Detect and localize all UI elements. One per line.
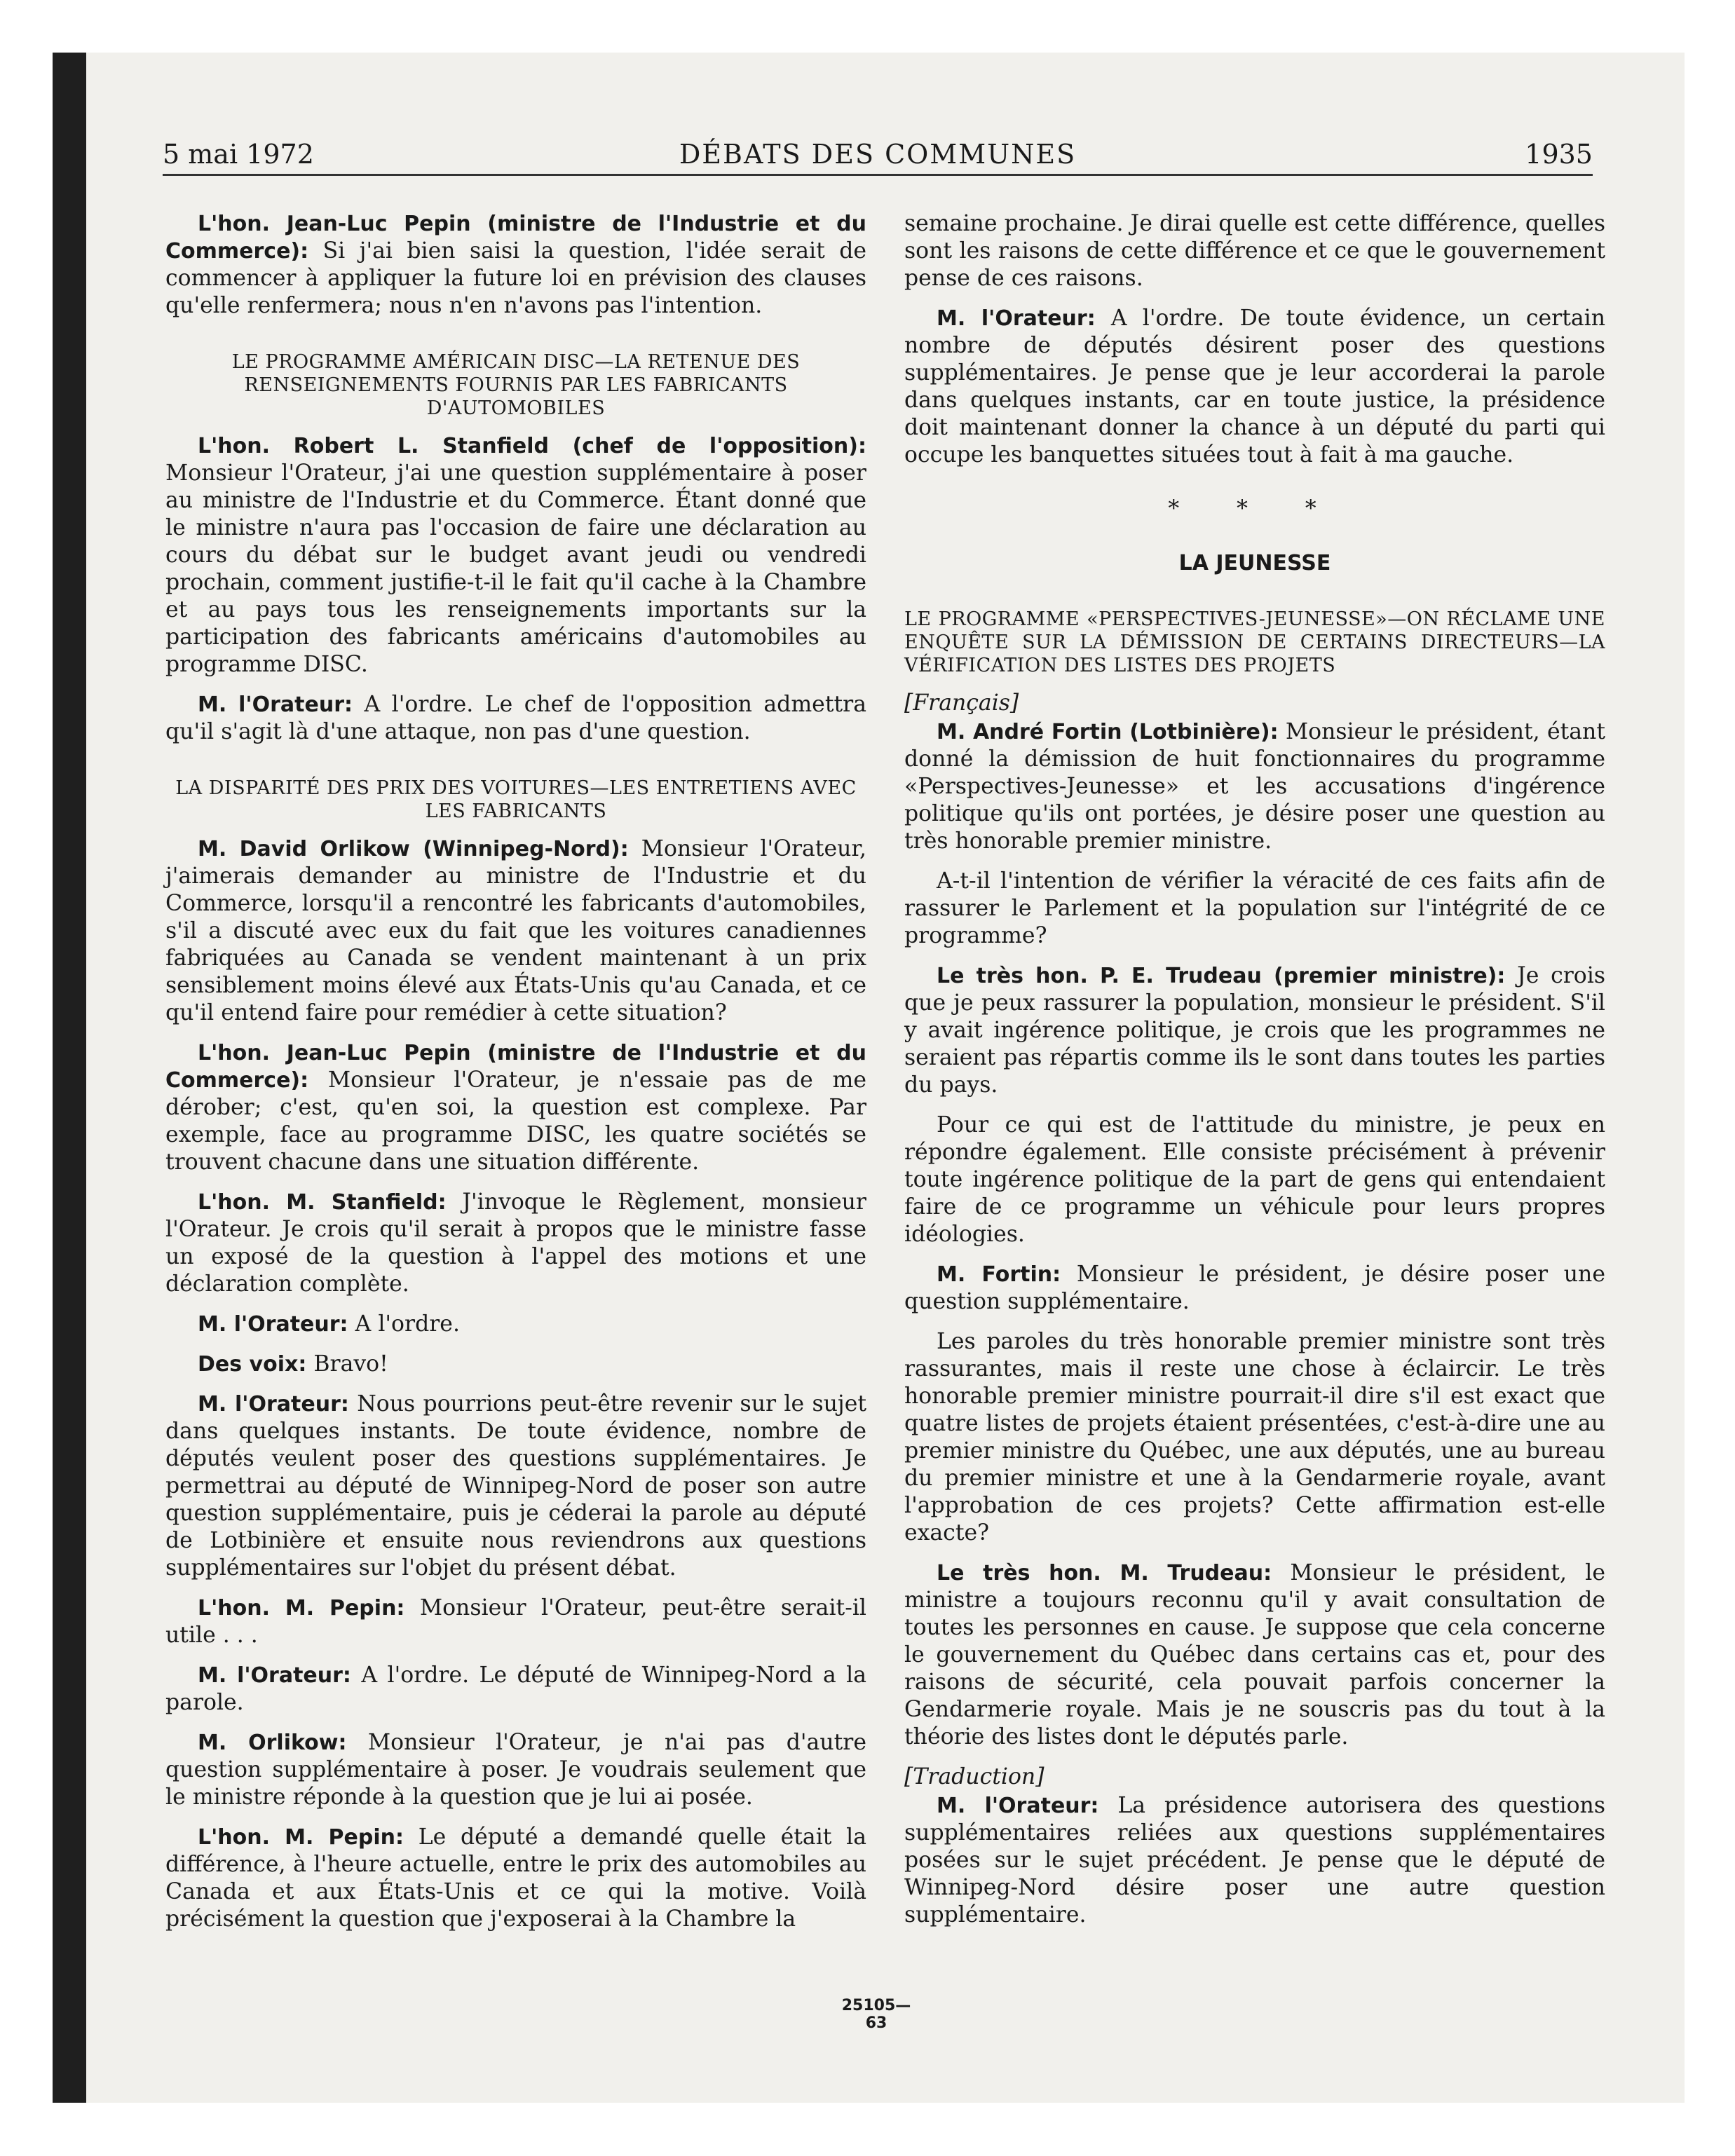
paragraph [904,962,1605,1099]
speech-text: J'invoque le Règlement, monsieur l'Orateur. Je crois qu'il serait à propos que le ministre fasse un exposé de la question à l'appel des motions et une déclaration complète. [165,1189,866,1297]
speaker-name: L'hon. Jean-Luc Pepin (ministre de l'Industrie et du Commerce): [165,1041,866,1093]
speaker-name: M. David Orlikow (Winnipeg-Nord): [198,837,629,861]
paragraph [165,691,866,746]
paragraph [165,1824,866,1933]
speech-text: Pour ce qui est de l'attitude du ministre, je peux en répondre également. Elle consiste précisément à prévenir toute ingérence politique de la part de gens qui entendaient faire de ce programme un véhicule pour leurs propres idéologies. [904,1112,1605,1247]
section-title: LA JEUNESSE [1178,551,1331,575]
speech-text: Le député a demandé quelle était la différence, à l'heure actuelle, entre le prix des automobiles au Canada et aux États-Unis et ce qui la motive. Voilà précisément la question que j'exposerai à la Chambre la [165,1824,867,1932]
paragraph [165,1189,866,1298]
page-header [163,135,1593,176]
header-title: DÉBATS DES COMMUNES [679,139,1077,170]
speech-text: Si j'ai bien saisi la question, l'idée serait de commencer à appliquer la future loi en prévision des clauses qu'elle renfermera; nous n'en n'avons pas l'intention. [165,238,866,318]
paragraph-continued [904,210,1605,292]
paragraph [904,1328,1605,1547]
speaker-name: Le très hon. P. E. Trudeau (premier ministre): [937,964,1506,988]
section-heading: LE PROGRAMME AMÉRICAIN DISC—LA RETENUE DES RENSEIGNEMENTS FOURNIS PAR LES FABRICANTS D'AUTOMOBILES [231,351,801,419]
paragraph [904,868,1605,950]
speaker-name: L'hon. M. Pepin: [198,1596,405,1621]
language-marker: [Traduction] [904,1764,1045,1789]
speech-text: Nous pourrions peut-être revenir sur le sujet dans quelques instants. De toute évidence, nombre de députés veulent poser des questions supplémentaires. Je permettrai au député de Winnipeg-Nord de poser son autre question supplémentaire, puis je céderai la parole au député de Lotbinière et ensuite nous reviendrons aux questions supplémentaires sur l'objet du présent débat. [165,1391,866,1581]
paragraph [165,1351,866,1378]
speaker-name: M. l'Orateur: [198,1312,348,1337]
speech-text: semaine prochaine. Je dirai quelle est cette différence, quelles sont les raisons de cette différence et ce que le gouvernement pense de ces raisons. [904,211,1605,291]
speech-text: Monsieur l'Orateur, peut-être serait-il utile . . . [165,1595,866,1648]
section-separator: * * * [1168,496,1342,521]
speaker-name: M. l'Orateur: [937,306,1096,331]
speaker-name: L'hon. Jean-Luc Pepin (ministre de l'Industrie et du Commerce): [165,212,866,264]
paragraph [165,1729,866,1811]
speaker-name: L'hon. Robert L. Stanfield (chef de l'opposition): [198,434,866,458]
left-column [165,210,866,1946]
speech-text: Je crois que je peux rassurer la population, monsieur le président. S'il y avait ingérence politique, je crois que les programmes ne seraient pas répartis comme ils le sont dans toutes les parties du pays. [904,963,1605,1098]
paragraph [165,1039,866,1176]
speaker-name: Des voix: [198,1352,307,1377]
speech-text: A l'ordre. Le chef de l'opposition admettra qu'il s'agit là d'une attaque, non pas d'une question. [165,692,866,744]
speaker-name: M. l'Orateur: [937,1794,1099,1818]
paragraph [165,1311,866,1338]
paragraph [904,1792,1605,1929]
speech-text: A l'ordre. Le député de Winnipeg-Nord a la parole. [165,1663,867,1715]
speech-text: A-t-il l'intention de vérifier la véracité de ces faits afin de rassurer le Parlement et la population sur l'intégrité de ce programme? [904,868,1605,948]
speaker-name: M. l'Orateur: [198,1663,351,1688]
paragraph [165,1391,866,1582]
speech-text: La présidence autorisera des questions supplémentaires reliées aux questions supplémentaires posées sur le sujet précédent. Je pense que le député de Winnipeg-Nord désire poser une autre question supplémentaire. [904,1793,1605,1928]
paragraph [165,1662,866,1717]
speech-text: Monsieur l'Orateur, je n'ai pas d'autre question supplémentaire à poser. Je voudrais seulement que le ministre réponde à la question que je lui ai posée. [165,1730,866,1810]
paragraph [165,835,866,1027]
paragraph [904,1261,1605,1316]
speaker-name: M. l'Orateur: [198,1392,349,1417]
paragraph [904,1112,1605,1248]
speaker-name: Le très hon. M. Trudeau: [937,1561,1272,1585]
speaker-name: L'hon. M. Stanfield: [198,1190,447,1215]
right-column [904,210,1605,1942]
paragraph [904,718,1605,855]
paragraph [165,1595,866,1649]
speech-text: A l'ordre. De toute évidence, un certain nombre de députés désirent poser des questions supplémentaires. Je pense que je leur accorderai la parole dans quelques instants, car en toute justice, la présidence doit maintenant donner la chance à un député du parti qui occupe les banquettes situées tout à fait à ma gauche. [904,306,1605,468]
paragraph [904,305,1605,469]
speech-text: Monsieur l'Orateur, j'aimerais demander au ministre de l'Industrie et du Commerce, lorsqu'il a rencontré les fabricants d'automobiles, s'il a discuté avec eux du fait que les voitures canadiennes fabriquées au Canada se vendent maintenant à un prix sensiblement moins élevé aux États-Unis qu'au Canada, et ce qu'il entend faire pour remédier à cette situation? [165,836,866,1025]
speech-text: A l'ordre. [348,1311,460,1337]
language-marker: [Français] [904,690,1019,716]
speech-text: Monsieur l'Orateur, je n'essaie pas de me dérober; c'est, qu'en soi, la question est complexe. Par exemple, face au programme DISC, les quatre sociétés se trouvent chacune dans une situation différente. [165,1067,866,1175]
header-page-number: 1935 [1525,139,1593,170]
speaker-name: M. Orlikow: [198,1731,347,1755]
scan-edge-shadow [53,53,86,2103]
speech-text: Les paroles du très honorable premier ministre sont très rassurantes, mais il reste une chose à éclaircir. Le très honorable premier ministre pourrait-il dire s'il est exact que quatre listes de projets étaient présentées, c'est-à-dire une au premier ministre du Québec, une aux députés, une au bureau du premier ministre et une à la Gendarmerie royale, avant l'approbation de ces projets? Cette affirmation est-elle exacte? [904,1329,1605,1546]
speech-text: Monsieur le président, étant donné la démission de huit fonctionnaires du programme «Perspectives-Jeunesse» et les accusations d'ingérence politique qu'ils ont portées, je désire poser une question au très honorable premier ministre. [904,719,1605,854]
speech-text: Monsieur l'Orateur, j'ai une question supplémentaire à poser au ministre de l'Industrie et du Commerce. Étant donné que le ministre n'aura pas l'occasion de faire une déclaration au cours du débat sur le budget avant jeudi ou vendredi prochain, comment justifie-t-il le fait qu'il cache à la Chambre et au pays tous les renseignements importants sur la participation des fabricants américains d'automobiles au programme DISC. [165,460,866,677]
paragraph [165,210,866,320]
paragraph [904,1560,1605,1751]
section-heading: LA DISPARITÉ DES PRIX DES VOITURES—LES ENTRETIENS AVEC LES FABRICANTS [175,777,857,822]
speaker-name: M. André Fortin (Lotbinière): [937,720,1279,744]
speech-text: Monsieur le président, je désire poser une question supplémentaire. [904,1262,1605,1314]
speaker-name: L'hon. M. Pepin: [198,1825,404,1850]
speaker-name: M. Fortin: [937,1262,1061,1287]
speech-text: Monsieur le président, le ministre a toujours reconnu qu'il y avait consultation de toutes les personnes en cause. Je suppose que cela concerne le gouvernement du Québec dans certains cas et, pour des raisons de sécurité, cela pouvait parfois concerner la Gendarmerie royale. Mais je ne souscris pas du tout à la théorie des listes dont le députés parle. [904,1560,1605,1749]
header-date: 5 mai 1972 [163,139,314,170]
speaker-name: M. l'Orateur: [198,692,353,717]
section-heading: LE PROGRAMME «PERSPECTIVES-JEUNESSE»—ON RÉCLAME UNE ENQUÊTE SUR LA DÉMISSION DE CERTAINS DIRECTEURS—LA VÉRIFICATION DES LISTES DES PROJETS [904,608,1605,676]
footer-code: 25105—63 [841,1997,911,2032]
speech-text: Bravo! [306,1351,388,1377]
paragraph [165,432,866,678]
